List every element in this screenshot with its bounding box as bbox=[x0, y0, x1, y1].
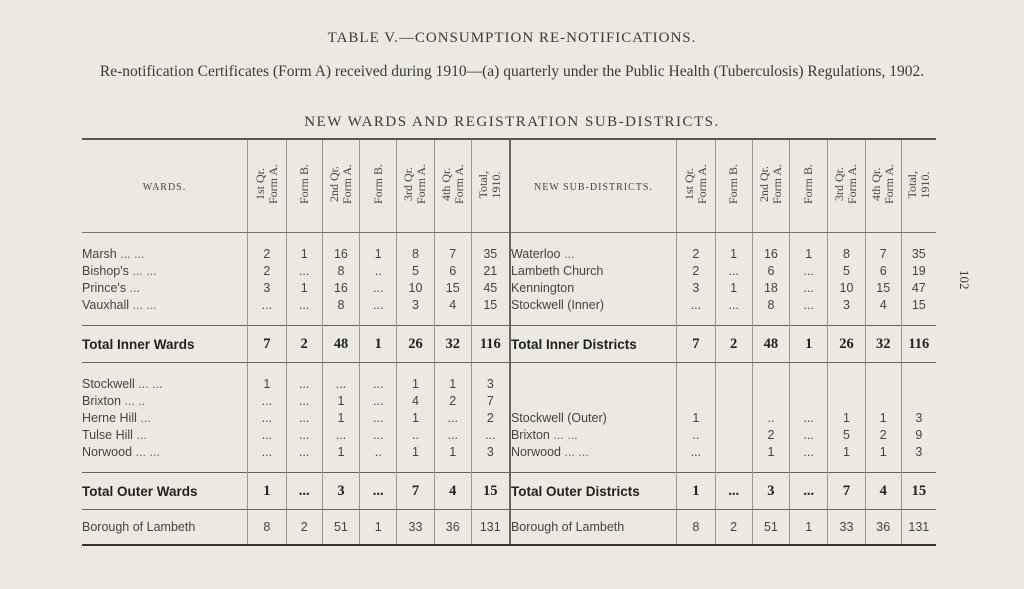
district-value-cell: 6 bbox=[865, 262, 901, 279]
spacer-row bbox=[82, 313, 936, 326]
ward-value-cell: 2 bbox=[247, 245, 286, 262]
district-value-cell bbox=[715, 426, 752, 443]
district-value-cell: 7 bbox=[676, 326, 715, 363]
district-value-cell: ... bbox=[790, 443, 828, 460]
ward-value-cell: ... bbox=[322, 375, 360, 392]
col-header: 3rd Qr. Form A. bbox=[832, 164, 860, 205]
ward-value-cell: 3 bbox=[322, 473, 360, 510]
leader-dots: ... bbox=[140, 410, 151, 425]
district-value-cell bbox=[901, 392, 936, 409]
col-header: Form B. bbox=[726, 164, 741, 205]
district-value-cell bbox=[790, 375, 828, 392]
district-value-cell: 7 bbox=[828, 473, 866, 510]
table-row bbox=[82, 443, 936, 460]
col-header: Form B. bbox=[296, 164, 311, 205]
district-value-cell: 3 bbox=[915, 444, 923, 459]
ward-label: Borough of Lambeth bbox=[82, 510, 247, 546]
district-label: Stockwell (Outer) bbox=[510, 409, 677, 426]
table-row bbox=[82, 245, 936, 262]
ward-value-cell: 8 bbox=[322, 296, 360, 313]
ward-value-cell: ... bbox=[360, 375, 397, 392]
district-value-cell: .. bbox=[752, 409, 790, 426]
district-value-cell: ... bbox=[676, 443, 715, 460]
ward-value-cell: ... bbox=[286, 392, 322, 409]
ward-label: Brixton ... .. bbox=[82, 392, 247, 409]
ward-value-cell: ... bbox=[247, 392, 286, 409]
ward-value-cell: 1 bbox=[397, 443, 435, 460]
district-value-cell: 3 bbox=[676, 279, 715, 296]
ward-value-cell: 16 bbox=[322, 245, 360, 262]
district-value-cell bbox=[828, 375, 866, 392]
district-value-cell: 3 bbox=[915, 410, 923, 425]
district-value-cell: 9 bbox=[915, 427, 923, 442]
leader-dots: ... ... bbox=[132, 297, 157, 312]
ward-value-cell: ... bbox=[286, 443, 322, 460]
table-row bbox=[82, 409, 936, 426]
district-value-cell: ... bbox=[715, 473, 752, 510]
ward-label: Norwood ... ... bbox=[82, 443, 247, 460]
district-value-cell: ... bbox=[790, 426, 828, 443]
ward-value-cell: 116 bbox=[471, 326, 510, 363]
district-value-cell: 32 bbox=[865, 326, 901, 363]
leader-dots: ... .. bbox=[124, 393, 146, 408]
ward-label: Total Outer Wards bbox=[82, 473, 247, 510]
table-row bbox=[82, 392, 936, 409]
ward-value-cell: 26 bbox=[397, 326, 435, 363]
col-header: 1st Qr. Form A. bbox=[252, 164, 280, 205]
leader-dots: ... bbox=[129, 280, 140, 295]
ward-value-cell: ... bbox=[434, 426, 471, 443]
col-header: 4th Qr. Form A. bbox=[869, 164, 897, 205]
ward-value-cell: ... bbox=[360, 392, 397, 409]
district-value-cell: 6 bbox=[752, 262, 790, 279]
ward-value-cell: ... bbox=[360, 426, 397, 443]
district-value-cell bbox=[676, 392, 715, 409]
ward-value-cell: 4 bbox=[434, 473, 471, 510]
district-value-cell: ... bbox=[715, 262, 752, 279]
ward-value-cell: 6 bbox=[434, 262, 471, 279]
ward-value-cell: 1 bbox=[322, 392, 360, 409]
district-value-cell bbox=[865, 375, 901, 392]
district-value-cell: 48 bbox=[752, 326, 790, 363]
ward-value-cell: ... bbox=[286, 426, 322, 443]
district-label: Total Outer Districts bbox=[510, 473, 677, 510]
district-value-cell: 1 bbox=[676, 473, 715, 510]
borough-total-row bbox=[82, 510, 936, 546]
ward-value-cell: 35 bbox=[471, 245, 510, 262]
ward-label: Bishop's ... ... bbox=[82, 262, 247, 279]
col-header: 1st Qr. Form A. bbox=[681, 164, 709, 205]
col-header: 2nd Qr. Form A. bbox=[326, 164, 354, 205]
ward-value-cell: ... bbox=[247, 409, 286, 426]
ward-value-cell: 2 bbox=[286, 510, 322, 546]
district-value-cell: 36 bbox=[865, 510, 901, 546]
district-value-cell: 2 bbox=[715, 510, 752, 546]
district-value-cell: 1 bbox=[790, 245, 828, 262]
district-value-cell: 10 bbox=[828, 279, 866, 296]
ward-value-cell: 21 bbox=[471, 262, 510, 279]
section-title: NEW WARDS AND REGISTRATION SUB-DISTRICTS. bbox=[304, 114, 720, 130]
district-value-cell: 26 bbox=[828, 326, 866, 363]
ward-value-cell: ... bbox=[471, 426, 510, 443]
leader-dots: ... ... bbox=[135, 444, 160, 459]
ward-label: Tulse Hill ... bbox=[82, 426, 247, 443]
ward-value-cell: 1 bbox=[247, 375, 286, 392]
district-value-cell: ... bbox=[790, 279, 828, 296]
district-value-cell: 4 bbox=[865, 296, 901, 313]
district-value-cell: ... bbox=[790, 409, 828, 426]
ward-value-cell: .. bbox=[360, 262, 397, 279]
ward-value-cell: 2 bbox=[434, 392, 471, 409]
table-title: TABLE V.—CONSUMPTION RE-NOTIFICATIONS. bbox=[327, 30, 697, 46]
district-label bbox=[510, 392, 677, 409]
col-header: 3rd Qr. Form A. bbox=[401, 164, 429, 205]
district-value-cell: 3 bbox=[752, 473, 790, 510]
spacer-row bbox=[82, 233, 936, 246]
district-value-cell: 1 bbox=[752, 443, 790, 460]
ward-value-cell: ... bbox=[247, 443, 286, 460]
district-value-cell: 116 bbox=[901, 326, 936, 363]
district-value-cell: 1 bbox=[865, 443, 901, 460]
table-row bbox=[82, 375, 936, 392]
spacer-row bbox=[82, 460, 936, 473]
ward-value-cell: 1 bbox=[360, 245, 397, 262]
ward-value-cell: 7 bbox=[434, 245, 471, 262]
leader-dots: ... ... bbox=[564, 444, 589, 459]
district-label: Norwood ... ... bbox=[510, 443, 677, 460]
ward-value-cell: ... bbox=[286, 375, 322, 392]
district-value-cell: 3 bbox=[828, 296, 866, 313]
table-row bbox=[82, 296, 936, 313]
leader-dots: ... ... bbox=[138, 376, 163, 391]
district-value-cell: 1 bbox=[828, 409, 866, 426]
leader-dots: ... ... bbox=[120, 246, 145, 261]
district-value-cell: 2 bbox=[715, 326, 752, 363]
district-value-cell: 1 bbox=[715, 279, 752, 296]
ward-value-cell: ... bbox=[360, 296, 397, 313]
ward-value-cell: 16 bbox=[322, 279, 360, 296]
ward-value-cell: ... bbox=[247, 426, 286, 443]
district-value-cell: ... bbox=[790, 262, 828, 279]
district-value-cell: 1 bbox=[790, 326, 828, 363]
leader-dots: ... bbox=[136, 427, 147, 442]
ward-value-cell: 2 bbox=[286, 326, 322, 363]
district-value-cell bbox=[901, 375, 936, 392]
district-value-cell: 8 bbox=[676, 510, 715, 546]
ward-value-cell: 8 bbox=[397, 245, 435, 262]
district-value-cell: 1 bbox=[865, 409, 901, 426]
ward-value-cell: 1 bbox=[322, 443, 360, 460]
district-value-cell: 47 bbox=[911, 280, 926, 295]
col-header: Form B. bbox=[370, 164, 385, 205]
district-value-cell bbox=[676, 375, 715, 392]
table-row bbox=[82, 262, 936, 279]
ward-value-cell: 1 bbox=[397, 409, 435, 426]
header-row bbox=[82, 139, 936, 233]
ward-value-cell: ... bbox=[360, 409, 397, 426]
ward-value-cell: ... bbox=[247, 296, 286, 313]
page-number: 102 bbox=[957, 270, 972, 290]
ward-value-cell: 3 bbox=[247, 279, 286, 296]
district-value-cell: 35 bbox=[911, 246, 926, 261]
district-label: Borough of Lambeth bbox=[510, 510, 677, 546]
district-label: Waterloo ... bbox=[510, 245, 677, 262]
district-value-cell: 1 bbox=[715, 245, 752, 262]
district-value-cell: 5 bbox=[828, 426, 866, 443]
ward-value-cell: 1 bbox=[360, 510, 397, 546]
ward-label: Vauxhall ... ... bbox=[82, 296, 247, 313]
leader-dots: ... bbox=[564, 246, 575, 261]
ward-value-cell: 45 bbox=[471, 279, 510, 296]
ward-value-cell: 1 bbox=[360, 326, 397, 363]
ward-value-cell: 2 bbox=[471, 409, 510, 426]
ward-value-cell: 8 bbox=[322, 262, 360, 279]
ward-value-cell: 3 bbox=[471, 443, 510, 460]
ward-value-cell: 10 bbox=[397, 279, 435, 296]
ward-value-cell: ... bbox=[360, 473, 397, 510]
district-label: Kennington bbox=[510, 279, 677, 296]
ward-value-cell: .. bbox=[360, 443, 397, 460]
district-value-cell: 2 bbox=[676, 245, 715, 262]
ward-value-cell: ... bbox=[286, 473, 322, 510]
total-outer-row bbox=[82, 473, 936, 510]
ward-value-cell: 1 bbox=[286, 245, 322, 262]
ward-value-cell: ... bbox=[434, 409, 471, 426]
district-value-cell: 19 bbox=[911, 263, 926, 278]
ward-value-cell: 1 bbox=[322, 409, 360, 426]
ward-value-cell: 8 bbox=[247, 510, 286, 546]
ward-value-cell: 1 bbox=[247, 473, 286, 510]
district-value-cell: 2 bbox=[752, 426, 790, 443]
ward-value-cell: 51 bbox=[322, 510, 360, 546]
ward-value-cell: 1 bbox=[434, 375, 471, 392]
district-value-cell: 15 bbox=[911, 297, 926, 312]
district-value-cell: 33 bbox=[828, 510, 866, 546]
district-value-cell bbox=[752, 375, 790, 392]
table-subtitle: Re-notification Certificates (Form A) received during 1910—(a) quarterly under the Public Health (Tuberculosis) Regulations, 1902. bbox=[99, 63, 925, 80]
ward-value-cell: 33 bbox=[397, 510, 435, 546]
ward-value-cell: 3 bbox=[471, 375, 510, 392]
col-header: 4th Qr. Form A. bbox=[438, 164, 466, 205]
consumption-table bbox=[82, 138, 936, 546]
ward-value-cell: 32 bbox=[434, 326, 471, 363]
district-value-cell: 1 bbox=[676, 409, 715, 426]
spacer-row bbox=[82, 363, 936, 376]
district-value-cell: 1 bbox=[828, 443, 866, 460]
col-header: Form B. bbox=[801, 164, 816, 205]
district-value-cell: 15 bbox=[865, 279, 901, 296]
ward-value-cell: 7 bbox=[247, 326, 286, 363]
district-value-cell: 131 bbox=[901, 510, 936, 546]
district-label: Stockwell (Inner) bbox=[510, 296, 677, 313]
ward-value-cell: 7 bbox=[397, 473, 435, 510]
ward-value-cell: 48 bbox=[322, 326, 360, 363]
ward-value-cell: 15 bbox=[471, 296, 510, 313]
ward-value-cell: 15 bbox=[434, 279, 471, 296]
ward-value-cell: 1 bbox=[397, 375, 435, 392]
district-value-cell bbox=[715, 409, 752, 426]
ward-value-cell: 5 bbox=[397, 262, 435, 279]
district-value-cell: 4 bbox=[865, 473, 901, 510]
ward-value-cell: ... bbox=[286, 296, 322, 313]
district-value-cell: 1 bbox=[790, 510, 828, 546]
district-value-cell: .. bbox=[676, 426, 715, 443]
col-header: Total, 1910. bbox=[904, 170, 932, 199]
leader-dots: ... ... bbox=[553, 427, 578, 442]
ward-value-cell: 1 bbox=[286, 279, 322, 296]
district-value-cell: 8 bbox=[752, 296, 790, 313]
ward-value-cell: 3 bbox=[397, 296, 435, 313]
district-value-cell bbox=[828, 392, 866, 409]
district-label: Brixton ... ... bbox=[510, 426, 677, 443]
ward-value-cell: 1 bbox=[434, 443, 471, 460]
ward-value-cell: 2 bbox=[247, 262, 286, 279]
district-value-cell: ... bbox=[676, 296, 715, 313]
district-label: Total Inner Districts bbox=[510, 326, 677, 363]
subdistricts-header: NEW SUB-DISTRICTS. bbox=[510, 139, 677, 233]
district-value-cell: 51 bbox=[752, 510, 790, 546]
ward-value-cell: .. bbox=[397, 426, 435, 443]
ward-label: Herne Hill ... bbox=[82, 409, 247, 426]
district-value-cell bbox=[715, 443, 752, 460]
ward-label: Marsh ... ... bbox=[82, 245, 247, 262]
ward-value-cell: 131 bbox=[471, 510, 510, 546]
district-value-cell: 15 bbox=[901, 473, 936, 510]
district-value-cell: 8 bbox=[828, 245, 866, 262]
district-label bbox=[510, 375, 677, 392]
col-header: 2nd Qr. Form A. bbox=[756, 164, 784, 205]
district-value-cell bbox=[790, 392, 828, 409]
district-value-cell: ... bbox=[790, 473, 828, 510]
district-value-cell: 7 bbox=[865, 245, 901, 262]
district-value-cell: 16 bbox=[752, 245, 790, 262]
ward-value-cell: ... bbox=[286, 409, 322, 426]
district-value-cell: 2 bbox=[676, 262, 715, 279]
ward-label: Total Inner Wards bbox=[82, 326, 247, 363]
total-inner-row bbox=[82, 326, 936, 363]
district-value-cell bbox=[715, 392, 752, 409]
ward-value-cell: ... bbox=[322, 426, 360, 443]
district-value-cell: 18 bbox=[752, 279, 790, 296]
ward-value-cell: ... bbox=[286, 262, 322, 279]
ward-value-cell: 15 bbox=[471, 473, 510, 510]
district-value-cell bbox=[752, 392, 790, 409]
district-value-cell: ... bbox=[790, 296, 828, 313]
wards-header: WARDS. bbox=[82, 139, 247, 233]
table-row bbox=[82, 426, 936, 443]
col-header: Total, 1910. bbox=[476, 170, 504, 199]
ward-value-cell: ... bbox=[360, 279, 397, 296]
ward-label: Stockwell ... ... bbox=[82, 375, 247, 392]
leader-dots: ... ... bbox=[132, 263, 157, 278]
district-value-cell bbox=[715, 375, 752, 392]
district-value-cell: ... bbox=[715, 296, 752, 313]
ward-label: Prince's ... bbox=[82, 279, 247, 296]
district-value-cell: 2 bbox=[865, 426, 901, 443]
ward-value-cell: 7 bbox=[471, 392, 510, 409]
district-value-cell: 5 bbox=[828, 262, 866, 279]
district-label: Lambeth Church bbox=[510, 262, 677, 279]
ward-value-cell: 36 bbox=[434, 510, 471, 546]
ward-value-cell: 4 bbox=[434, 296, 471, 313]
district-value-cell bbox=[865, 392, 901, 409]
ward-value-cell: 4 bbox=[397, 392, 435, 409]
table-row bbox=[82, 279, 936, 296]
